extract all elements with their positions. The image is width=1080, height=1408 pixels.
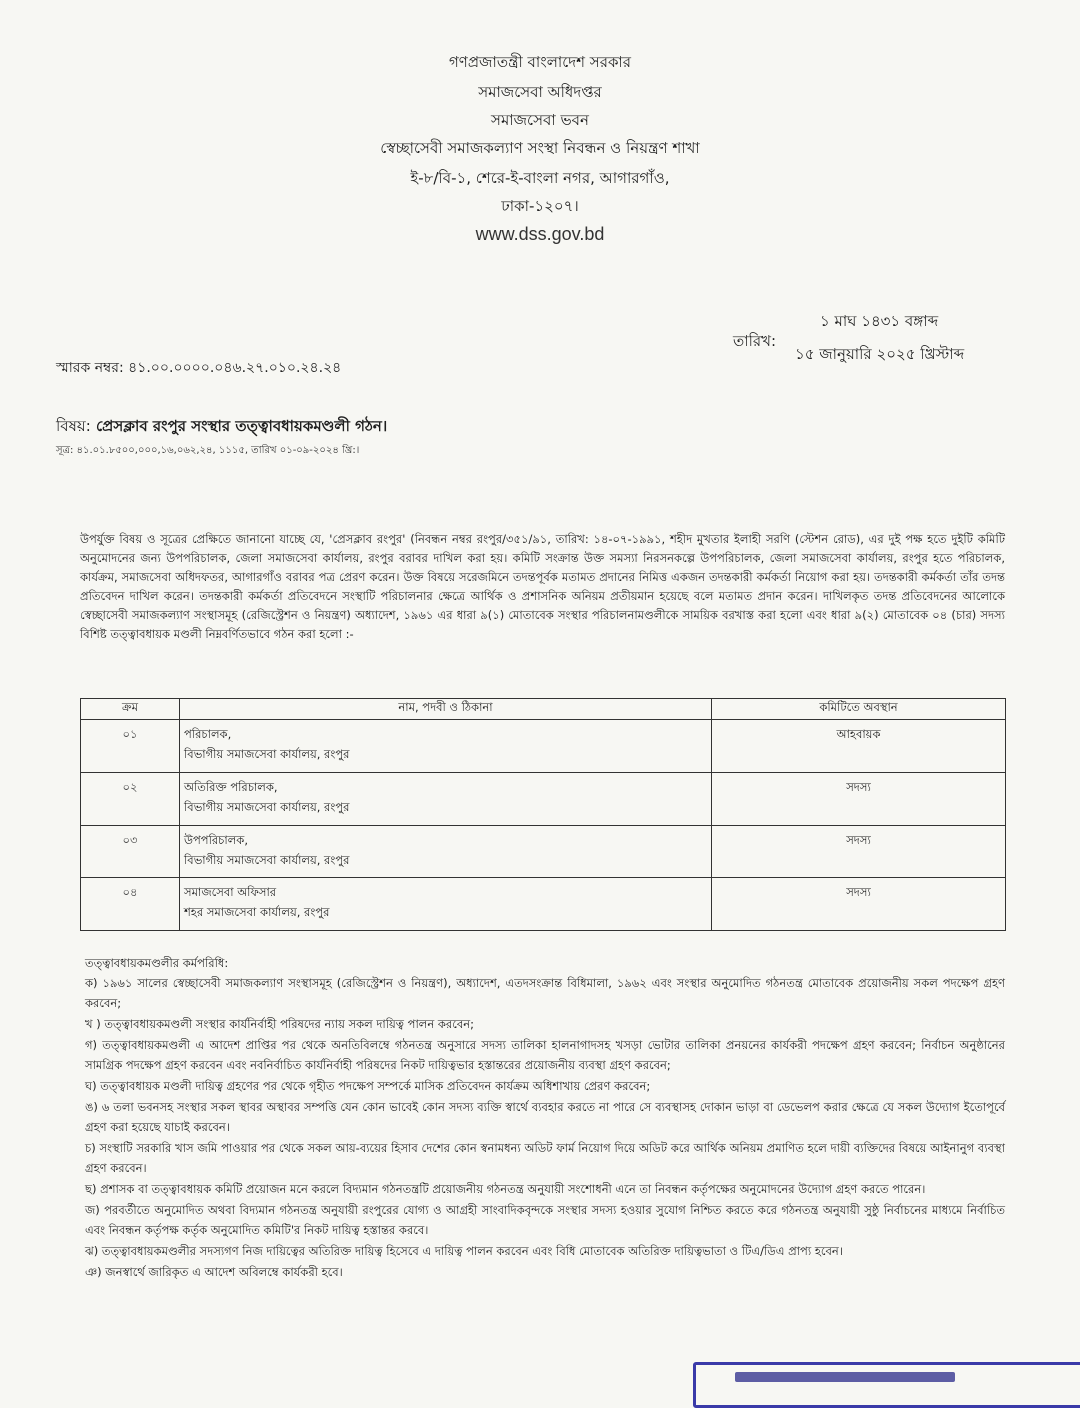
row-office: বিভাগীয় সমাজসেবা কার্যালয়, রংপুর — [184, 799, 350, 814]
header-serial: ক্রম — [81, 699, 180, 720]
row-role: সদস্য — [712, 878, 1006, 931]
date-gregorian: ১৫ জানুয়ারি ২০২৫ খ্রিস্টাব্দ — [795, 345, 965, 363]
functions-title: তত্ত্বাবধায়কমণ্ডলীর কর্মপরিধি: — [85, 956, 229, 970]
row-role: আহবায়ক — [712, 720, 1006, 773]
header-building: সমাজসেবা ভবন — [491, 111, 589, 129]
row-serial: ০১ — [81, 720, 180, 773]
row-role: সদস্য — [712, 772, 1006, 825]
reference-line: সূত্র: ৪১.০১.৮৫০০,০০০,১৬,০৬২,২৪, ১১১৫, তারিখ ০১-০৯-২০২৪ খ্রি:। — [56, 445, 360, 456]
body-paragraph: উপর্যুক্ত বিষয় ও সূত্রের প্রেক্ষিতে জানানো যাচ্ছে যে, 'প্রেসক্লাব রংপুর' (নিবন্ধন নম্বর রংপুর/৩৫১/৯১, তারিখ: ১৪-০৭-১৯৯১, শহীদ মুখতার ইলাহী সরণি (স্টেশন রোড), এর দুই পক্ষ হতে দুইটি কমিটি অনুমোদনের জন্য উপপরিচালক, জেলা সমাজসেবা কার্যালয়, রংপুর বরাবর দাখিল করা হয়। কমিটি সংক্রান্ত উক্ত সমস্যা নিরসনকল্পে উপপরিচালক, জেলা সমাজসেবা কার্যালয়, রংপুর হতে পরিচালক, কার্যক্রম, সমাজসেবা অধিদফতর, আগারগাঁও বরাবর পত্র প্রেরণ করেন। উক্ত বিষয়ে সরেজমিনে তদন্তপূর্বক মতামত প্রদানের নিমিত্ত একজন তদন্তকারী কর্মকর্তা নিয়োগ করা হয়। তদন্তকারী কর্মকর্তা তাঁর তদন্ত প্রতিবেদন দাখিল করেন। তদন্তকারী কর্মকর্তা প্রতিবেদনে সংস্থাটি পরিচালনার ক্ষেত্রে আর্থিক ও প্রশাসনিক অনিয়ম প্রতীয়মান হয়েছে বলে মতামত প্রদান করেন। দাখিলকৃত তদন্ত প্রতিবেদনের আলোকে স্বেচ্ছাসেবী সমাজকল্যাণ সংস্থাসমূহ (রেজিস্ট্রেশন ও নিয়ন্ত্রণ) অধ্যাদেশ, ১৯৬১ এর ধারা ৯(১) মোতাবেক সংস্থার পরিচালনামণ্ডলীকে সাময়িক বরখাস্ত করা হলো এবং ধারা ৯(২) মোতাবেক ০৪ (চার) সদস্য বিশিষ্ট তত্ত্বাবধায়ক মণ্ডলী নিম্নবর্ণিতভাবে গঠন করা হলো :- — [80, 532, 1005, 641]
table-header-row — [81, 699, 1006, 720]
function-item: ঙ) ৬ তলা ভবনসহ সংস্থার সকল স্থাবর অস্থাবর সম্পত্তি যেন কোন ভাবেই কোন সদস্য ব্যক্তি স্বার্থে ব্যবহার করতে না পারে সে ব্যবস্থাসহ দোকান ভাড়া বা ডেভেলপ করার ক্ষেত্রে যে সকল উদ্যোগ ইতোপূর্বে গ্রহণ করা হয়েছে যাচাই করবেন। — [85, 1100, 1005, 1134]
table-row — [81, 878, 1006, 931]
function-item: খ ) তত্ত্বাবধায়কমণ্ডলী সংস্থার কার্যনির্বাহী পরিষদের ন্যায় সকল দায়িত্ব পালন করবেন; — [85, 1017, 475, 1031]
row-designation: উপপরিচালক, — [184, 832, 248, 847]
header-government: গণপ্রজাতন্ত্রী বাংলাদেশ সরকার — [448, 53, 632, 71]
function-item: ঘ) তত্ত্বাবধায়ক মণ্ডলী দায়িত্ব গ্রহণের পর থেকে গৃহীত পদক্ষেপ সম্পর্কে মাসিক প্রতিবেদন কার্যক্রম অধিশাখায় প্রেরণ করবেন; — [85, 1079, 651, 1093]
subject-label: বিষয়: — [56, 417, 91, 435]
row-role: সদস্য — [712, 825, 1006, 878]
row-serial: ০২ — [81, 772, 180, 825]
function-item: জ) পরবর্তীতে অনুমোদিত অথবা বিদ্যমান গঠনতন্ত্র অনুযায়ী রংপুরের যোগ্য ও আগ্রহী সাংবাদিকবৃন্দকে সংস্থার সদস্য হওয়ার সুযোগ নিশ্চিত করতে করে গঠনতন্ত্র অনুযায়ী সুষ্ঠু নির্বাচনের মাধ্যমে নির্বাচিত এবং নিবন্ধন কর্তৃপক্ষ কর্তৃক অনুমোদিত কমিটি'র নিকট দায়িত্ব হস্তান্তর করবে। — [85, 1203, 1005, 1237]
row-designation: অতিরিক্ত পরিচালক, — [184, 779, 278, 794]
header-website: www.dss.gov.bd — [475, 224, 605, 244]
function-item: ঞ) জনস্বার্থে জারিকৃত এ আদেশ অবিলম্বে কার্যকরী হবে। — [85, 1265, 343, 1279]
row-serial: ০৩ — [81, 825, 180, 878]
row-designation: সমাজসেবা অফিসার — [184, 885, 277, 900]
subject-line — [56, 415, 387, 440]
header-position: কমিটিতে অবস্থান — [712, 699, 1006, 720]
header-city: ঢাকা-১২০৭। — [501, 197, 579, 215]
row-office: বিভাগীয় সমাজসেবা কার্যালয়, রংপুর — [184, 852, 350, 867]
row-name-address — [180, 825, 712, 878]
table-row — [81, 772, 1006, 825]
date-label: তারিখ: — [733, 332, 777, 350]
function-item: চ) সংস্থাটি সরকারি খাস জমি পাওয়ার পর থেকে সকল আয়-ব্যয়ের হিসাব দেশের কোন স্বনামধন্য অডিট ফার্ম নিয়োগ দিয়ে অডিট করে আর্থিক অনিয়ম প্রমাণিত হলে দায়ী ব্যক্তিদের বিষয়ে আইনানুগ ব্যবস্থা গ্রহণ করবেন। — [85, 1141, 1005, 1175]
memo-number: স্মারক নম্বর: ৪১.০০.০০০০.০৪৬.২৭.০১০.২৪.২৪ — [56, 360, 342, 376]
functions-list — [85, 973, 1005, 1283]
committee-table — [80, 698, 1006, 931]
function-item: ক) ১৯৬১ সালের স্বেচ্ছাসেবী সমাজকল্যাণ সংস্থাসমূহ (রেজিস্ট্রেশন ও নিয়ন্ত্রণ), অধ্যাদেশ, এতদসংক্রান্ত বিধিমালা, ১৯৬২ এবং সংস্থার অনুমোদিত গঠনতন্ত্র মোতাবেক প্রয়োজনীয় সকল পদক্ষেপ গ্রহণ করবেন; — [85, 976, 1005, 1010]
table-row — [81, 825, 1006, 878]
row-office: শহর সমাজসেবা কার্যালয়, রংপুর — [184, 905, 330, 920]
header-branch: স্বেচ্ছাসেবী সমাজকল্যাণ সংস্থা নিবন্ধন ও নিয়ন্ত্রণ শাখা — [380, 139, 700, 157]
header-address: ই-৮/বি-১, শেরে-ই-বাংলা নগর, আগারগাঁও, — [410, 169, 670, 187]
date-bangla: ১ মাঘ ১৪৩১ বঙ্গাব্দ — [820, 312, 939, 330]
function-item: ছ) প্রশাসক বা তত্ত্বাবধায়ক কমিটি প্রয়োজন মনে করলে বিদ্যমান গঠনতন্ত্রটি প্রয়োজনীয় গঠনতন্ত্র অনুযায়ী সংশোধনী এনে তা নিবন্ধন কর্তৃপক্ষের অনুমোদনের উদ্যোগ গ্রহণ করতে পারেন। — [85, 1182, 926, 1196]
row-name-address — [180, 720, 712, 773]
header-department: সমাজসেবা অধিদপ্তর — [478, 83, 602, 101]
row-name-address — [180, 878, 712, 931]
official-stamp — [693, 1362, 1080, 1408]
table-row — [81, 720, 1006, 773]
row-serial: ০৪ — [81, 878, 180, 931]
function-item: ঝ) তত্ত্বাবধায়কমণ্ডলীর সদস্যগণ নিজ দায়িত্বের অতিরিক্ত দায়িত্ব হিসেবে এ দায়িত্ব পালন করবেন এবং বিধি মোতাবেক অতিরিক্ত দায়িত্বভাতা ও টিএ/ডিএ প্রাপ্য হবেন। — [85, 1244, 843, 1258]
row-name-address — [180, 772, 712, 825]
header-name: নাম, পদবী ও ঠিকানা — [180, 699, 712, 720]
function-item: গ) তত্ত্বাবধায়কমণ্ডলী এ আদেশ প্রাপ্তির পর থেকে অনতিবিলম্বে গঠনতন্ত্র অনুসারে সদস্য তালিকা হালনাগাদসহ খসড়া ভোটার তালিকা প্রনয়নের কার্যকরী পদক্ষেপ গ্রহণ করবেন; নির্বাচন অনুষ্ঠানের সামগ্রিক পদক্ষেপ গ্রহণ করবেন এবং নবনির্বাচিত কার্যনির্বাহী পরিষদের নিকট দায়িত্বভার হস্তান্তরের প্রয়োজনীয় ব্যবস্থা গ্রহণ করবেন; — [85, 1038, 1005, 1072]
row-office: বিভাগীয় সমাজসেবা কার্যালয়, রংপুর — [184, 747, 350, 761]
stamp-ink-mark — [735, 1372, 955, 1382]
subject-text: প্রেসক্লাব রংপুর সংস্থার তত্ত্বাবধায়কমণ্ডলী গঠন। — [96, 417, 388, 435]
row-designation: পরিচালক, — [184, 727, 232, 741]
